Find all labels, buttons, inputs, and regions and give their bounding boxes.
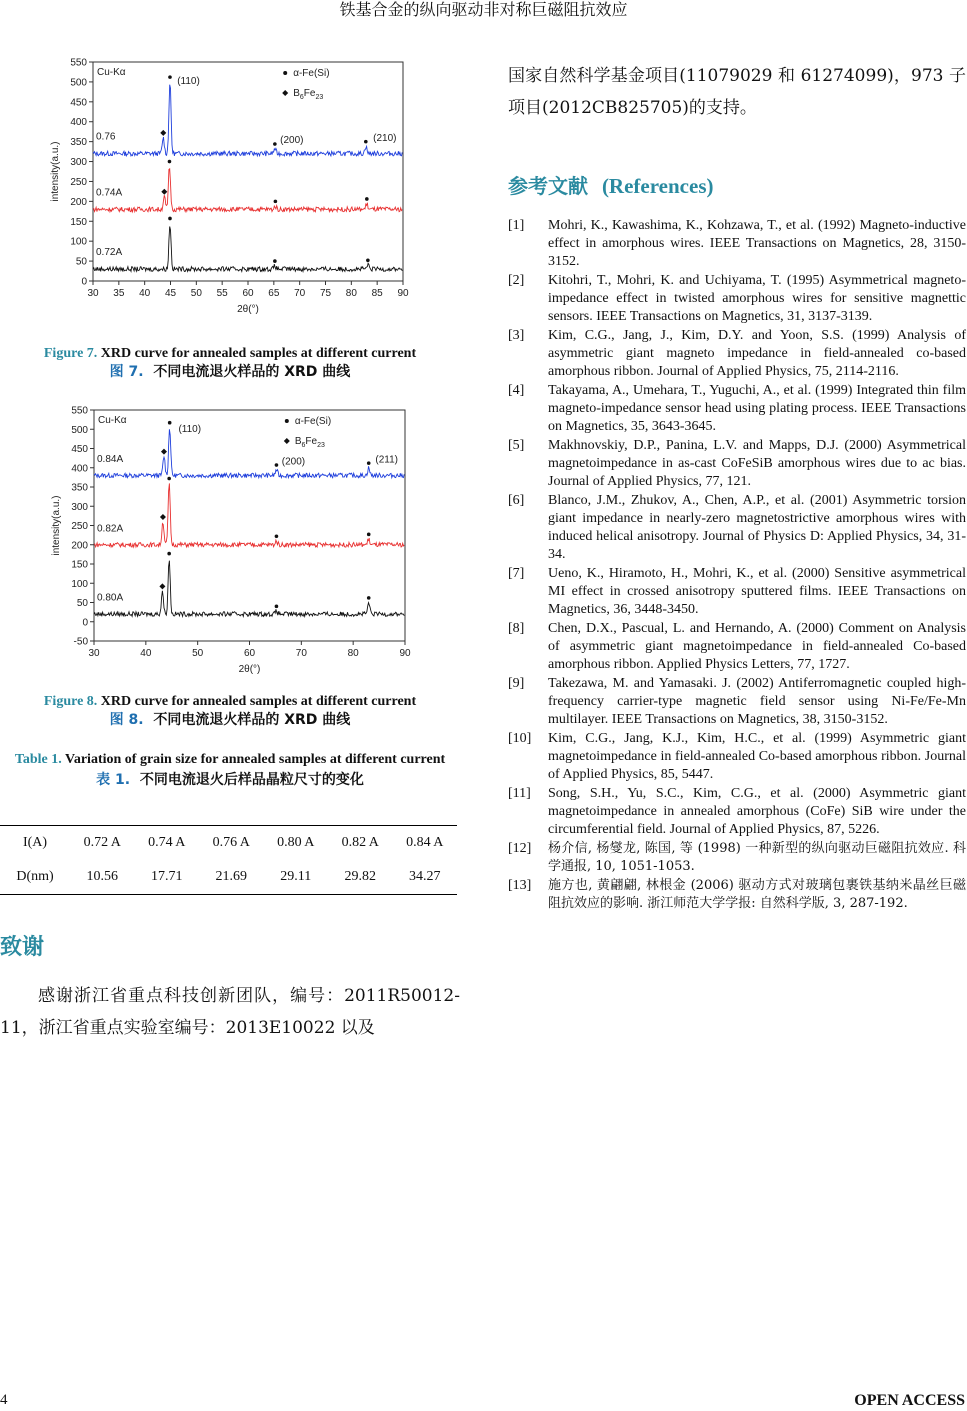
y-tick-label: 300 — [70, 157, 87, 169]
reference-number: [10] — [508, 731, 532, 746]
table-1-label-zh: 表 1. — [96, 772, 131, 788]
references-heading — [508, 170, 966, 199]
x-tick-label: 85 — [371, 288, 383, 299]
source-label: Cu-Kα — [97, 67, 126, 78]
reference-text: Kitohri, T., Mohri, K. and Uchiyama, T. (1995) Asymmetrical magneto-impedance effect in twisted amorphous wires for sensitive magnettic sensors. IEEE Transactions on Magnetics, 31, 3137-3139. — [548, 273, 966, 324]
y-tick-label: 500 — [71, 424, 88, 436]
figure-8-caption-en: XRD curve for annealed samples at different current — [100, 694, 417, 709]
xrd-series-line — [93, 227, 402, 272]
reference-number: [13] — [508, 878, 532, 893]
y-tick-label: 0 — [82, 617, 88, 629]
reference-number: [1] — [508, 218, 525, 233]
figure-8 — [0, 400, 460, 685]
series-label: 0.82A — [97, 523, 124, 535]
x-tick-label: 45 — [164, 288, 177, 299]
reference-number: [5] — [508, 438, 525, 453]
x-tick-label: 90 — [397, 288, 409, 299]
reference-number: [11] — [508, 786, 531, 801]
x-tick-label: 80 — [345, 288, 357, 299]
reference-item — [508, 785, 966, 839]
y-tick-label: 400 — [70, 117, 87, 129]
diamond-marker — [160, 130, 166, 136]
y-tick-label: 0 — [81, 276, 87, 288]
table-1-label: Table 1. — [14, 752, 62, 767]
circle-marker — [273, 142, 277, 146]
reference-item — [508, 272, 966, 326]
reference-text: Chen, D.X., Pascual, L. and Hernando, A. (2000) Comment on Analysis of asymmetric giant magnetoimpedance in field-annealed Co-based amorphous ribbon. Applied Physics Letters, 77, 1727. — [548, 621, 966, 672]
y-tick-label: 550 — [71, 405, 88, 417]
y-tick-label: 50 — [75, 256, 87, 268]
table-1-caption-en: Variation of grain size for annealed samples at different current — [65, 752, 446, 767]
circle-marker — [168, 160, 172, 164]
circle-marker — [168, 75, 172, 79]
figure-8-label-zh: 图 8. — [109, 712, 144, 728]
xrd-series-line — [93, 169, 402, 212]
y-tick-label: 50 — [76, 598, 88, 609]
reference-item — [508, 840, 966, 876]
reference-text: Kim, C.G., Jang, K.J., Kim, H.C., et al. (1999) Asymmetric giant magnetoimpedance in field-annealed Co-based amorphous ribbon. Journal of Applied Physics, 85, 5447. — [548, 731, 966, 782]
reference-text: 施方也, 黄翩翩, 林根金 (2006) 驱动方式对玻璃包裹铁基纳米晶丝巨磁阻抗效应的影响. 浙江师范大学学报: 自然科学版, 3, 287-192. — [548, 878, 966, 911]
legend-label: α-Fe(Si) — [294, 416, 332, 427]
table-cell: 17.71 — [135, 860, 200, 895]
circle-marker — [168, 217, 172, 221]
reference-item — [508, 492, 966, 564]
source-label: Cu-Kα — [98, 415, 127, 426]
references-heading-en: (References) — [601, 174, 714, 198]
peak-label: (200) — [281, 456, 306, 468]
y-tick-label: 500 — [70, 77, 87, 89]
x-tick-label: 70 — [295, 648, 307, 659]
table-cell: 0.84 A — [393, 826, 458, 861]
figure-7-caption-en: XRD curve for annealed samples at different current — [100, 346, 417, 361]
reference-item — [508, 382, 966, 436]
table-cell: 0.82 A — [328, 826, 393, 861]
reference-text: 杨介信, 杨燮龙, 陈国, 等 (1998) 一种新型的纵向驱动巨磁阻抗效应. 科学通报, 10, 1051-1053. — [548, 841, 966, 874]
table-cell: 0.80 A — [264, 826, 329, 861]
peak-label: (110) — [177, 76, 200, 87]
right-column — [508, 60, 966, 914]
y-tick-label: 350 — [71, 482, 88, 494]
y-tick-label: 400 — [71, 463, 88, 475]
y-tick-label: 250 — [70, 176, 87, 188]
y-tick-label: 100 — [70, 236, 87, 248]
x-tick-label: 35 — [113, 288, 125, 299]
x-tick-label: 75 — [319, 288, 332, 299]
table-cell: 34.27 — [393, 860, 458, 895]
reference-number: [9] — [508, 676, 525, 691]
legend-label: $B_6Fe_{23}$ — [293, 88, 324, 101]
figure-8-label: Figure 8. — [43, 694, 98, 709]
y-tick-label: 250 — [71, 521, 88, 532]
y-tick-label: -50 — [73, 636, 88, 648]
x-tick-label: 65 — [268, 288, 280, 299]
peak-label: (110) — [178, 424, 202, 435]
circle-marker — [273, 259, 277, 263]
reference-text: Kim, C.G., Jang, J., Kim, D.Y. and Yoon, S.S. (1999) Analysis of asymmetric giant magneto impedance in field-annealed co-based amorphous ribbon. Journal of Applied Physics, 75, 2114-2116. — [548, 328, 966, 379]
peak-label: (211) — [375, 454, 399, 466]
reference-item — [508, 565, 966, 619]
table-cell: 29.82 — [328, 860, 393, 895]
peak-label: (210) — [373, 132, 397, 144]
y-axis-label: intensity(a.u.) — [51, 495, 62, 556]
acknowledgement-text: 感谢浙江省重点科技创新团队，编号：2011R50012-11，浙江省重点实验室编号：2013E10022 以及 — [0, 986, 460, 1038]
table-row — [0, 860, 457, 895]
x-axis-label: 2θ(°) — [238, 664, 261, 675]
reference-number: [4] — [508, 383, 525, 398]
reference-item — [508, 877, 966, 913]
circle-marker — [275, 605, 279, 609]
reference-text: Ueno, K., Hiramoto, H., Mohri, K., et al. (2000) Sensitive asymmetrical MI effect in crossed anisotropy sputtered films. IEEE Transactions on Magnetics, 36, 3448-3450. — [548, 566, 966, 617]
series-label: 0.72A — [96, 247, 123, 259]
reference-item — [508, 675, 966, 729]
xrd-series-line — [94, 483, 404, 547]
legend-marker-circle — [285, 419, 289, 423]
circle-marker — [168, 421, 172, 425]
y-tick-label: 200 — [70, 196, 87, 208]
reference-number: [8] — [508, 621, 525, 636]
reference-item — [508, 437, 966, 491]
reference-text: Blanco, J.M., Zhukov, A., Chen, A.P., et al. (2001) Asymmetric torsion giant impedance in nearly-zero magnetostrictive amorphous wires with induced helical anisotropy. Journal of Physics D: Applied Physics, 34, 31-34. — [548, 493, 966, 562]
table-1-caption — [0, 751, 460, 789]
table-cell: 21.69 — [199, 860, 264, 895]
xrd-chart-figure-8 — [0, 400, 460, 685]
reference-number: [3] — [508, 328, 525, 343]
reference-text: Makhnovskiy, D.P., Panina, L.V. and Mapps, D.J. (2000) Asymmetrical magnetoimpedance in as-cast CoFeSiB amorphous wires due to ac bias. Journal of Applied Physics, 77, 121. — [548, 438, 966, 489]
y-tick-label: 200 — [71, 540, 88, 552]
table-cell: 10.56 — [70, 860, 135, 895]
x-tick-label: 60 — [243, 648, 256, 659]
table-1-caption-zh: 不同电流退火后样品晶粒尺寸的变化 — [139, 772, 364, 788]
x-tick-label: 90 — [399, 648, 411, 659]
y-tick-label: 450 — [71, 444, 88, 455]
x-tick-label: 70 — [294, 288, 306, 299]
x-tick-label: 80 — [347, 648, 359, 659]
series-label: 0.84A — [97, 453, 124, 465]
reference-number: [7] — [508, 566, 525, 581]
legend-label: α-Fe(Si) — [293, 68, 330, 79]
reference-text: Takayama, A., Umehara, T., Yuguchi, A., et al. (1999) Integrated thin film magneto-impedance sensor head using plating process. IEEE Transactions on Magnetics, 35, 3643-3645. — [548, 383, 966, 434]
reference-item — [508, 620, 966, 674]
open-access-footer: OPEN ACCESS — [854, 1392, 965, 1409]
circle-marker — [367, 596, 371, 600]
xrd-series-line — [93, 85, 402, 156]
y-tick-label: 100 — [71, 578, 88, 590]
plot-frame — [94, 410, 405, 641]
circle-marker — [367, 533, 371, 537]
table-cell: 29.11 — [264, 860, 329, 895]
table-cell: 0.72 A — [70, 826, 135, 861]
grain-size-table — [0, 825, 457, 895]
x-tick-label: 30 — [88, 648, 100, 659]
circle-marker — [275, 463, 279, 467]
series-label: 0.74A — [96, 187, 123, 199]
figure-7-label: Figure 7. — [43, 346, 98, 361]
y-tick-label: 150 — [71, 559, 88, 571]
reference-list — [508, 217, 966, 913]
acknowledgement-heading: 致谢 — [0, 935, 45, 960]
references-heading-zh: 参考文献 — [508, 174, 588, 198]
circle-marker — [275, 534, 279, 538]
circle-marker — [365, 197, 369, 201]
reference-text: Takezawa, M. and Yamasaki. J. (2002) Antiferromagnetic coupled high-frequency carrier-type magnetic field sensor using Ni-Fe/Fe-Mn multilayer. IEEE Transactions on Magnetics, 38, 3150-3152. — [548, 676, 966, 727]
peak-label: (200) — [280, 135, 304, 147]
circle-marker — [367, 461, 371, 465]
reference-item — [508, 217, 966, 271]
legend-marker-diamond — [282, 90, 288, 96]
page-number: 4 — [0, 1392, 8, 1408]
plot-frame — [93, 62, 403, 281]
xrd-series-line — [94, 561, 404, 617]
y-tick-label: 450 — [70, 97, 87, 109]
figure-8-caption — [0, 693, 460, 729]
diamond-marker — [161, 189, 167, 195]
x-tick-label: 60 — [242, 288, 254, 299]
y-tick-label: 150 — [70, 216, 87, 228]
circle-marker — [366, 258, 370, 262]
circle-marker — [167, 477, 171, 481]
table-cell: D(nm) — [0, 860, 70, 895]
reference-item — [508, 327, 966, 381]
y-tick-label: 300 — [71, 501, 88, 513]
table-cell: 0.74 A — [135, 826, 200, 861]
legend-label: $B_6Fe_{23}$ — [294, 436, 325, 449]
reference-number: [12] — [508, 841, 532, 856]
circle-marker — [364, 140, 368, 144]
y-tick-label: 350 — [70, 137, 87, 149]
table-row — [0, 826, 457, 861]
diamond-marker — [159, 583, 165, 589]
x-axis-label: 2θ(°) — [237, 304, 259, 315]
legend-marker-circle — [283, 71, 287, 75]
figure-7 — [0, 56, 460, 336]
y-tick-label: 550 — [70, 57, 87, 69]
reference-text: Song, S.H., Yu, S.C., Kim, C.G., et al. (2000) Asymmetric giant magnetoimpedance in annealed amorphous (CoFe) SiB wire under the circumferential field. Journal of Applied Physics, 87, 5226. — [548, 786, 966, 837]
running-head: 铁基合金的纵向驱动非对称巨磁阻抗效应 — [339, 0, 628, 19]
legend-marker-diamond — [284, 438, 290, 444]
figure-7-caption — [0, 345, 460, 381]
funding-text: 国家自然科学基金项目(11079029 和 61274099)，973 子项目(2012CB825705)的支持。 — [508, 66, 966, 118]
circle-marker — [167, 552, 171, 556]
xrd-chart-figure-7 — [0, 56, 460, 336]
x-tick-label: 40 — [140, 648, 152, 659]
series-label: 0.80A — [97, 592, 124, 604]
x-tick-label: 40 — [139, 288, 151, 299]
x-tick-label: 30 — [87, 288, 99, 299]
diamond-marker — [160, 514, 166, 520]
series-label: 0.76 — [96, 131, 116, 143]
reference-number: [2] — [508, 273, 525, 288]
diamond-marker — [161, 449, 167, 455]
table-cell: I(A) — [0, 826, 70, 861]
x-tick-label: 50 — [192, 648, 204, 659]
x-tick-label: 55 — [216, 288, 228, 299]
circle-marker — [274, 200, 278, 204]
reference-number: [6] — [508, 493, 525, 508]
reference-text: Mohri, K., Kawashima, K., Kohzawa, T., et al. (1992) Magneto-inductive effect in amorphous wires. IEEE Transactions on Magnetics, 28, 3150-3152. — [548, 218, 966, 269]
x-tick-label: 50 — [190, 288, 202, 299]
figure-8-caption-zh: 不同电流退火样品的 XRD 曲线 — [153, 712, 351, 728]
table-cell: 0.76 A — [199, 826, 264, 861]
figure-7-label-zh: 图 7. — [109, 364, 144, 380]
reference-item — [508, 730, 966, 784]
figure-7-caption-zh: 不同电流退火样品的 XRD 曲线 — [153, 364, 351, 380]
y-axis-label: intensity(a.u.) — [50, 141, 61, 202]
xrd-series-line — [94, 429, 404, 478]
